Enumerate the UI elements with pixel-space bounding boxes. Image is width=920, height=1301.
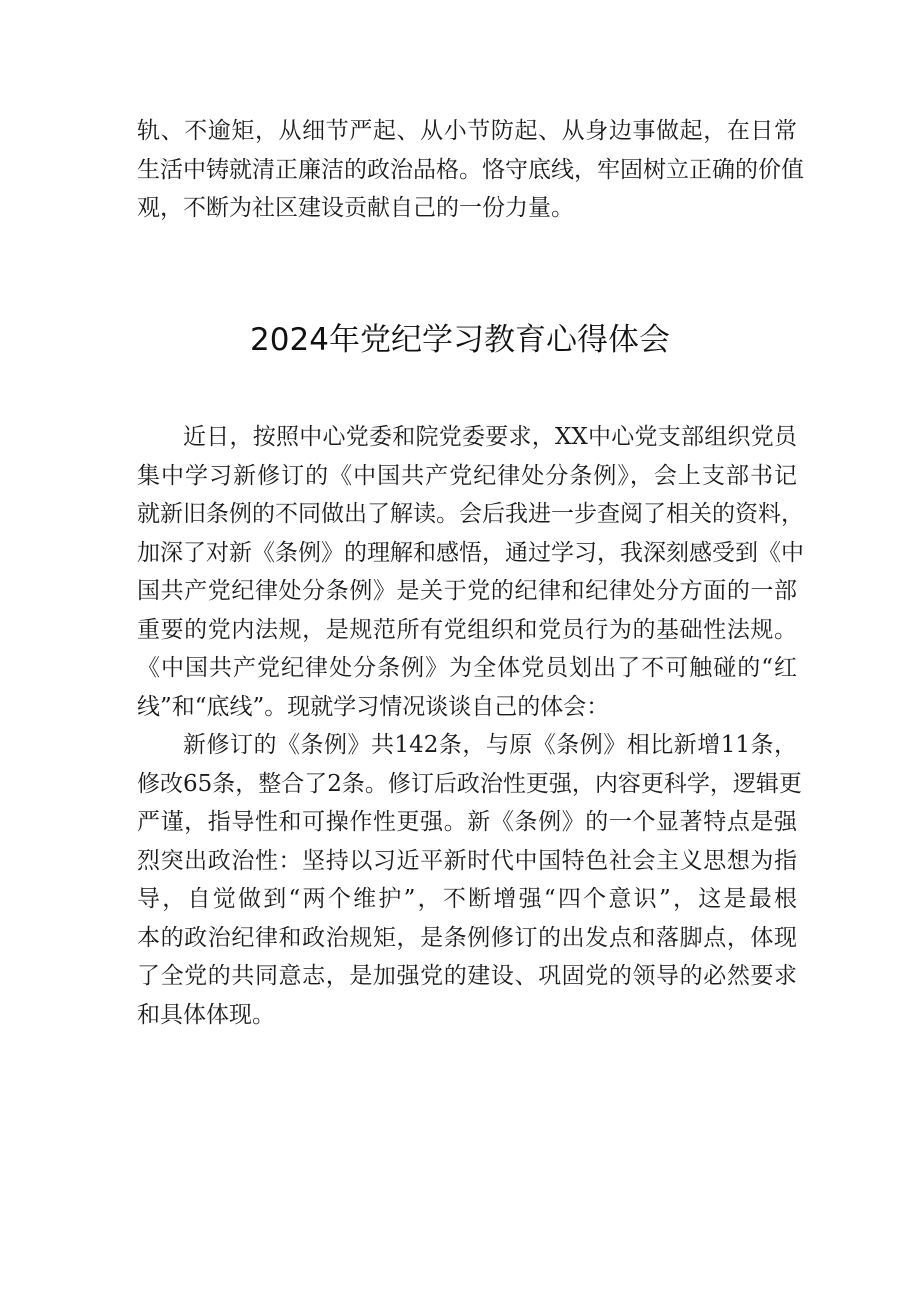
text-line: 《中国共产党纪律处分条例》为全体党员划出了不可触碰的“红 (137, 655, 797, 681)
text-line: 集中学习新修订的《中国共产党纪律处分条例》，会上支部书记 (137, 462, 797, 489)
text-line: 轨、不逾矩，从细节严起、从小节防起、从身边事做起，在日常 (137, 118, 797, 144)
text-line: 严谨，指导性和可操作性更强。新《条例》的一个显著特点是强 (137, 809, 797, 835)
text-line: 加深了对新《条例》的理解和感悟，通过学习，我深刻感受到《中 (137, 539, 804, 566)
text-line: 本的政治纪律和政治规矩，是条例修订的出发点和落脚点，体现 (137, 924, 797, 951)
document-title: 2024年党纪学习教育心得体会 (250, 322, 670, 358)
text-line: 了全党的共同意志，是加强党的建设、巩固党的领导的必然要求 (137, 963, 797, 989)
text-line: 就新旧条例的不同做出了解读。会后我进一步查阅了相关的资料， (137, 501, 804, 527)
text-line: 线”和“底线”。现就学习情况谈谈自己的体会： (137, 693, 610, 720)
intro-paragraph (137, 112, 804, 228)
text-line: 重要的党内法规，是规范所有党组织和党员行为的基础性法规。 (137, 616, 797, 643)
text-line: 和具体体现。 (137, 1001, 275, 1028)
body-text (137, 418, 804, 1034)
text-line: 近日，按照中心党委和院党委要求，XX中心党支部组织党员 (183, 424, 797, 450)
paragraph-1 (137, 418, 804, 726)
paragraph-2 (137, 726, 802, 1034)
text-line: 导，自觉做到“两个维护”，不断增强“四个意识”，这是最根 (137, 886, 797, 912)
text-line: 新修订的《条例》共142条，与原《条例》相比新增11条， (183, 732, 797, 758)
text-line: 生活中铸就清正廉洁的政治品格。恪守底线，牢固树立正确的价值 (137, 156, 804, 183)
text-line: 烈突出政治性：坚持以习近平新时代中国特色社会主义思想为指 (137, 847, 797, 874)
text-line: 修改65条，整合了2条。修订后政治性更强，内容更科学，逻辑更 (137, 770, 802, 797)
text-line: 国共产党纪律处分条例》是关于党的纪律和纪律处分方面的一部 (137, 578, 797, 604)
text-line: 观，不断为社区建设贡献自己的一份力量。 (137, 195, 574, 221)
